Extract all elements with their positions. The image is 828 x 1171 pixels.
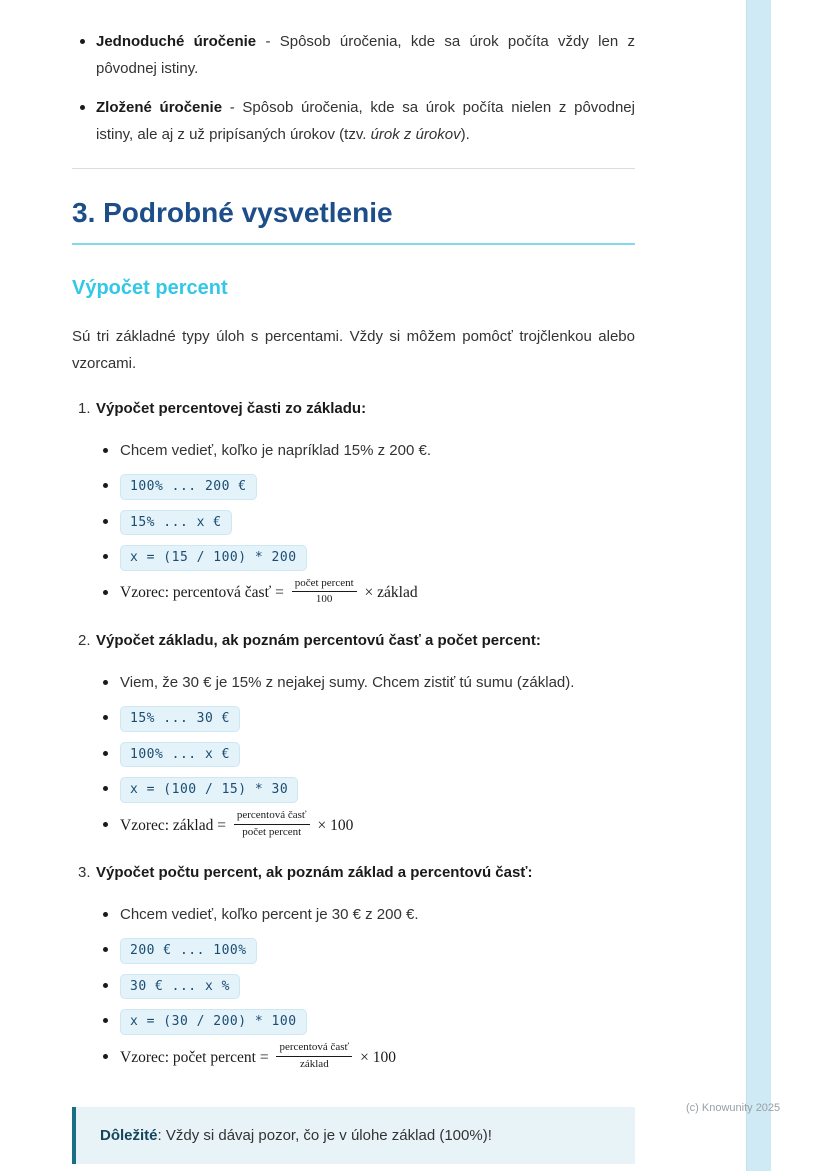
item-text: Viem, že 30 € je 15% z nejakej sumy. Chcem zistiť tú sumu (základ).: [120, 674, 575, 692]
list-item: [103, 437, 635, 464]
formula-suffix: × základ: [364, 584, 418, 602]
fraction-denominator: 100: [315, 593, 333, 606]
code-snippet: 15% ... 30 €: [120, 706, 240, 732]
callout-text: : Vždy si dávaj pozor, čo je v úlohe základ (100%)!: [157, 1127, 492, 1145]
fraction-denominator: počet percent: [242, 825, 302, 838]
fraction-denominator: základ: [299, 1057, 329, 1070]
item-title: Výpočet percentovej časti zo základu:: [96, 400, 367, 417]
fraction-numerator: percentová časť: [234, 809, 310, 825]
list-item: [103, 972, 635, 1000]
fraction: [276, 1041, 352, 1072]
list-item: [103, 1040, 635, 1074]
definition-term: Jednoduché úročenie: [96, 33, 257, 50]
code-snippet: x = (15 / 100) * 200: [120, 545, 307, 571]
sub-list: [103, 437, 635, 609]
numbered-item-heading: [72, 627, 635, 654]
list-item: [103, 508, 635, 536]
formula-suffix: × 100: [317, 816, 354, 834]
section-heading: 3. Podrobné vysvetlenie: [72, 195, 635, 245]
list-item: [72, 28, 635, 82]
fraction-numerator: počet percent: [292, 577, 357, 593]
list-item: [103, 472, 635, 500]
code-snippet: x = (30 / 200) * 100: [120, 1009, 307, 1035]
math-formula: [120, 808, 354, 838]
definition-text: ).: [460, 126, 470, 143]
subsection-heading: Výpočet percent: [72, 277, 228, 299]
definition-list: [72, 28, 635, 148]
watermark: (c) Knowunity 2025: [686, 1102, 781, 1114]
numbered-item: [72, 859, 635, 1073]
math-formula: [120, 576, 418, 606]
list-item: [103, 543, 635, 571]
formula-prefix: Vzorec: percentová časť =: [120, 584, 284, 602]
item-title: Výpočet základu, ak poznám percentovú časť a počet percent:: [96, 632, 541, 650]
item-number: 3.: [78, 864, 91, 882]
sub-list: [103, 669, 635, 841]
code-snippet: 30 € ... x %: [120, 974, 240, 1000]
formula-prefix: Vzorec: základ =: [120, 816, 226, 834]
fraction-numerator: percentová časť: [276, 1041, 352, 1057]
list-item: [103, 901, 635, 928]
formula-suffix: × 100: [360, 1048, 396, 1066]
important-callout: [72, 1107, 635, 1164]
list-item: [103, 808, 635, 842]
item-title: Výpočet počtu percent, ak poznám základ a percentovú časť:: [96, 864, 533, 882]
item-number: 1.: [78, 400, 91, 417]
list-item: [103, 775, 635, 803]
fraction: [292, 577, 357, 608]
code-snippet: 100% ... 200 €: [120, 474, 257, 500]
code-snippet: 15% ... x €: [120, 510, 232, 536]
list-item: [72, 94, 635, 148]
numbered-item: [72, 395, 635, 609]
numbered-item-heading: [72, 395, 635, 422]
list-item: [103, 740, 635, 768]
numbered-item: [72, 627, 635, 841]
intro-paragraph: Sú tri základné typy úloh s percentami. Vždy si môžem pomôcť trojčlenkou alebo vzorcami.: [72, 328, 635, 372]
math-formula: [120, 1040, 396, 1070]
list-item: [103, 669, 635, 696]
item-text: Chcem vedieť, koľko je napríklad 15% z 200 €.: [120, 442, 432, 459]
list-item: [103, 704, 635, 732]
item-number: 2.: [78, 632, 91, 650]
code-snippet: 100% ... x €: [120, 742, 240, 768]
definition-term: Zložené úročenie: [96, 99, 223, 116]
sub-list: [103, 901, 635, 1073]
definition-text: - Spôsob úročenia, kde sa úrok počíta vždy len z pôvodnej istiny.: [96, 33, 635, 77]
section-divider: [72, 168, 635, 169]
fraction: [234, 809, 310, 840]
item-text: Chcem vedieť, koľko percent je 30 € z 200 €.: [120, 906, 419, 924]
italic-phrase: úrok z úrokov: [370, 126, 461, 143]
document-content: [72, 0, 635, 1164]
scrollbar-track[interactable]: [746, 0, 771, 1171]
list-item: [103, 576, 635, 610]
list-item: [103, 936, 635, 964]
callout-term: Dôležité: [100, 1127, 158, 1145]
formula-prefix: Vzorec: počet percent =: [120, 1048, 269, 1066]
code-snippet: x = (100 / 15) * 30: [120, 777, 298, 803]
numbered-item-heading: [72, 859, 635, 886]
definition-text: - Spôsob úročenia, kde sa úrok počíta nielen z pôvodnej istiny, ale aj z už pripísaných úrokov (tzv.: [96, 99, 635, 143]
list-item: [103, 1007, 635, 1035]
code-snippet: 200 € ... 100%: [120, 938, 257, 964]
